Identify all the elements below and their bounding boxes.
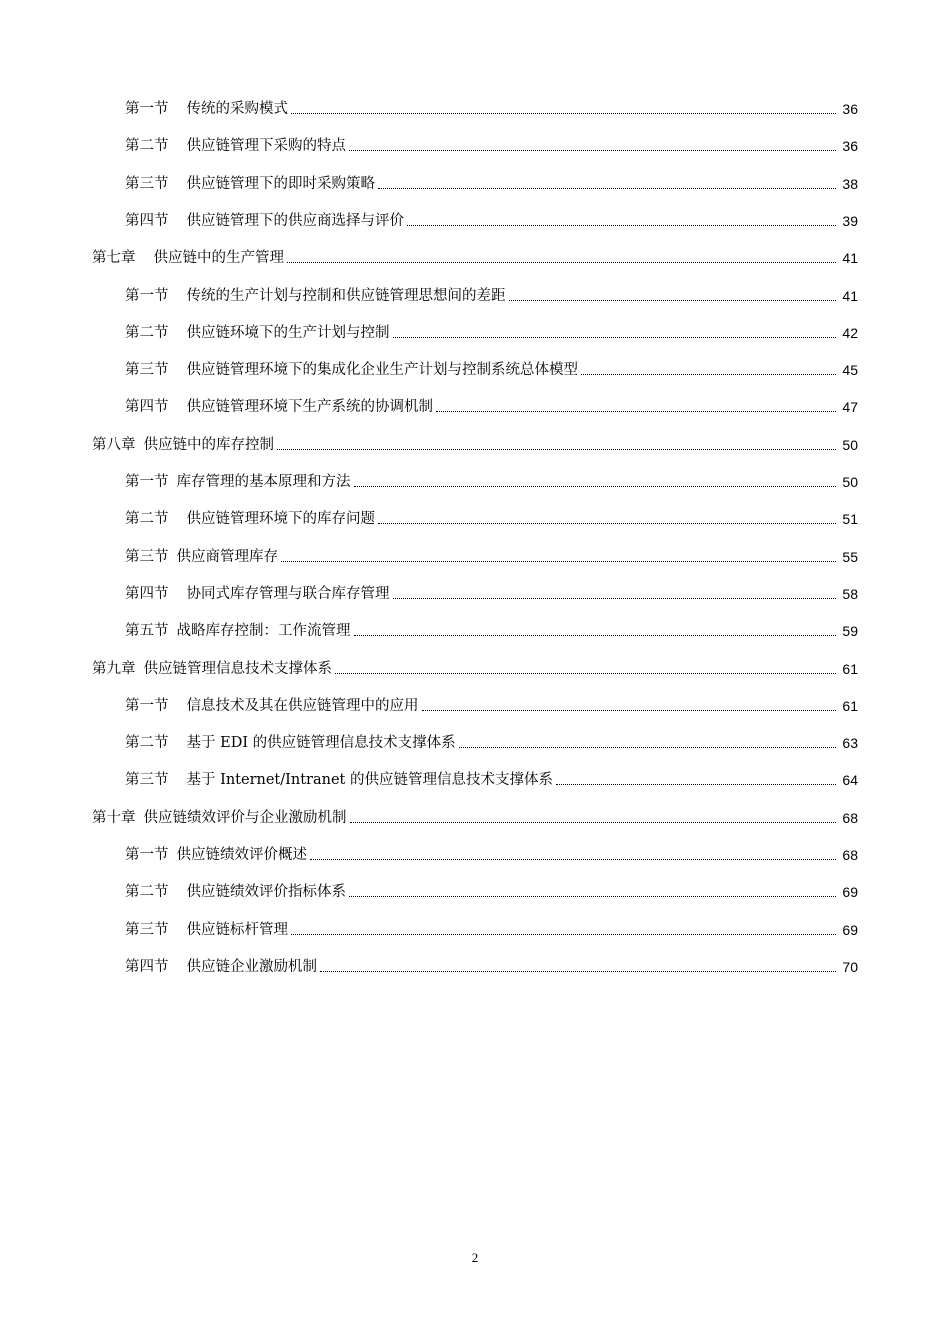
toc-entry-number: 第一节 <box>125 287 169 304</box>
toc-entry-label <box>125 137 349 155</box>
toc-entry-title: 供应链管理环境下的集成化企业生产计划与控制系统总体模型 <box>186 362 578 379</box>
toc-entry-number: 第二节 <box>125 735 169 752</box>
toc-entry-title: 库存管理的基本原理和方法 <box>176 474 351 490</box>
toc-dot-leader <box>287 249 836 267</box>
toc-entry-page: 69 <box>842 884 858 901</box>
toc-entry-label <box>125 324 393 342</box>
toc-entry-page: 59 <box>842 623 858 640</box>
toc-dot-leader <box>459 734 836 752</box>
toc-entry-title: 基于 EDI 的供应链管理信息技术支撑体系 <box>186 735 456 752</box>
toc-entry-number: 第一节 <box>125 697 169 714</box>
toc-entry-number: 第二节 <box>125 884 169 901</box>
toc-entry-title: 供应链绩效评价概述 <box>176 847 307 863</box>
toc-entry-label <box>125 958 320 976</box>
toc-entry-title: 传统的采购模式 <box>186 101 288 117</box>
toc-entry-label <box>125 548 281 566</box>
toc-section-entry[interactable] <box>125 693 858 715</box>
toc-entry-title: 供应链标杆管理 <box>186 921 288 938</box>
toc-section-entry[interactable] <box>125 730 858 752</box>
toc-dot-leader <box>281 548 836 566</box>
toc-entry-label <box>92 660 335 678</box>
toc-entry-number: 第二节 <box>125 138 169 155</box>
toc-section-entry[interactable] <box>125 394 858 416</box>
toc-section-entry[interactable] <box>125 469 858 491</box>
toc-dot-leader <box>378 175 836 193</box>
toc-entry-label <box>125 473 354 491</box>
toc-entry-page: 42 <box>842 324 858 341</box>
toc-entry-page: 51 <box>842 511 858 528</box>
toc-entry-number: 第四节 <box>125 958 169 975</box>
toc-entry-page: 68 <box>842 809 858 826</box>
toc-entry-number: 第七章 <box>92 250 136 267</box>
toc-entry-label <box>125 100 291 118</box>
toc-entry-title: 信息技术及其在供应链管理中的应用 <box>186 697 419 714</box>
toc-entry-label <box>92 809 350 827</box>
toc-entry-number: 第三节 <box>125 921 169 938</box>
toc-entry-page: 64 <box>842 772 858 789</box>
toc-section-entry[interactable] <box>125 171 858 193</box>
toc-dot-leader <box>349 137 836 155</box>
toc-entry-number: 第三节 <box>125 772 169 789</box>
toc-section-entry[interactable] <box>125 954 858 976</box>
toc-dot-leader <box>354 622 837 640</box>
toc-entry-page: 38 <box>842 175 858 192</box>
toc-chapter-entry[interactable] <box>92 656 858 678</box>
toc-entry-title: 供应链管理信息技术支撑体系 <box>143 660 332 677</box>
toc-entry-label <box>125 921 291 939</box>
toc-dot-leader <box>349 883 836 901</box>
toc-dot-leader <box>393 324 837 342</box>
toc-chapter-entry[interactable] <box>92 432 858 454</box>
toc-section-entry[interactable] <box>125 357 858 379</box>
toc-entry-page: 39 <box>842 212 858 229</box>
toc-section-entry[interactable] <box>125 842 858 864</box>
toc-entry-number: 第一节 <box>125 474 169 490</box>
toc-entry-label <box>125 883 349 901</box>
toc-dot-leader <box>581 361 836 379</box>
toc-entry-number: 第三节 <box>125 548 169 565</box>
toc-entry-title: 供应链管理下采购的特点 <box>186 138 346 155</box>
toc-entry-label <box>92 249 287 267</box>
toc-dot-leader <box>509 287 837 305</box>
toc-entry-label <box>92 436 277 454</box>
toc-entry-page: 70 <box>842 958 858 975</box>
toc-dot-leader <box>354 473 837 491</box>
toc-entry-label <box>125 697 422 715</box>
toc-entry-number: 第四节 <box>125 585 169 602</box>
toc-section-entry[interactable] <box>125 283 858 305</box>
toc-entry-number: 第二节 <box>125 511 169 528</box>
toc-entry-label <box>125 398 436 416</box>
toc-entry-page: 69 <box>842 921 858 938</box>
toc-dot-leader <box>422 697 837 715</box>
toc-entry-title: 供应链环境下的生产计划与控制 <box>186 324 390 341</box>
toc-entry-label <box>125 175 378 193</box>
toc-entry-page: 61 <box>842 697 858 714</box>
toc-entry-label <box>125 771 556 789</box>
toc-entry-title: 供应链中的库存控制 <box>143 436 274 453</box>
toc-entry-page: 47 <box>842 399 858 416</box>
toc-entry-title: 供应商管理库存 <box>176 548 278 565</box>
toc-entry-title: 战略库存控制：工作流管理 <box>176 623 351 640</box>
toc-entry-page: 41 <box>842 287 858 304</box>
toc-section-entry[interactable] <box>125 544 858 566</box>
toc-entry-number: 第九章 <box>92 660 136 677</box>
toc-entry-number: 第五节 <box>125 623 169 640</box>
toc-entry-title: 供应链管理环境下生产系统的协调机制 <box>186 399 433 416</box>
toc-entry-number: 第四节 <box>125 212 169 229</box>
toc-chapter-entry[interactable] <box>92 245 858 267</box>
toc-entry-label <box>125 846 310 864</box>
toc-entry-number: 第一节 <box>125 847 169 863</box>
toc-entry-page: 36 <box>842 138 858 155</box>
toc-section-entry[interactable] <box>125 581 858 603</box>
toc-entry-title: 协同式库存管理与联合库存管理 <box>186 585 390 602</box>
toc-entry-title: 供应链绩效评价与企业激励机制 <box>143 809 347 826</box>
toc-entry-title: 供应链管理下的即时采购策略 <box>186 175 375 192</box>
toc-entry-label <box>125 622 354 640</box>
toc-entry-title: 供应链中的生产管理 <box>153 250 284 267</box>
toc-entry-page: 68 <box>842 847 858 863</box>
toc-dot-leader <box>556 771 836 789</box>
toc-entry-label <box>125 734 459 752</box>
toc-entry-label <box>125 510 378 528</box>
toc-entry-title: 供应链绩效评价指标体系 <box>186 884 346 901</box>
toc-entry-number: 第三节 <box>125 362 169 379</box>
toc-entry-page: 36 <box>842 101 858 117</box>
toc-dot-leader <box>407 212 836 230</box>
toc-entry-title: 供应链管理下的供应商选择与评价 <box>186 212 404 229</box>
toc-entry-label <box>125 585 393 603</box>
toc-dot-leader <box>393 585 837 603</box>
toc-dot-leader <box>350 809 837 827</box>
toc-dot-leader <box>277 436 836 454</box>
toc-entry-number: 第二节 <box>125 324 169 341</box>
toc-entry-page: 41 <box>842 250 858 267</box>
toc-entry-label <box>125 287 509 305</box>
page-number: 2 <box>471 1250 479 1265</box>
toc-section-entry[interactable] <box>125 879 858 901</box>
toc-entry-page: 58 <box>842 585 858 602</box>
toc-entry-title: 供应链企业激励机制 <box>186 958 317 975</box>
toc-entry-page: 50 <box>842 474 858 490</box>
toc-section-entry[interactable] <box>125 917 858 939</box>
toc-chapter-entry[interactable] <box>92 805 858 827</box>
toc-dot-leader <box>310 846 836 864</box>
toc-dot-leader <box>291 100 836 118</box>
toc-entry-title: 供应链管理环境下的库存问题 <box>186 511 375 528</box>
toc-entry-page: 63 <box>842 735 858 752</box>
toc-entry-number: 第八章 <box>92 436 136 453</box>
toc-section-entry[interactable] <box>125 96 858 118</box>
toc-entry-title: 传统的生产计划与控制和供应链管理思想间的差距 <box>186 287 506 304</box>
toc-entry-page: 55 <box>842 548 858 565</box>
toc-entry-label <box>125 212 407 230</box>
toc-entry-label <box>125 361 581 379</box>
toc-entry-number: 第十章 <box>92 809 136 826</box>
toc-entry-page: 45 <box>842 362 858 379</box>
toc-section-entry[interactable] <box>125 506 858 528</box>
toc-dot-leader <box>378 510 836 528</box>
toc-entry-number: 第三节 <box>125 175 169 192</box>
toc-entry-number: 第四节 <box>125 399 169 416</box>
toc-entry-title: 基于 Internet/Intranet 的供应链管理信息技术支撑体系 <box>186 772 553 789</box>
toc-dot-leader <box>335 660 836 678</box>
toc-section-entry[interactable] <box>125 320 858 342</box>
toc-section-entry[interactable] <box>125 208 858 230</box>
toc-entry-page: 61 <box>842 660 858 677</box>
toc-dot-leader <box>320 958 836 976</box>
toc-dot-leader <box>291 921 836 939</box>
toc-section-entry[interactable] <box>125 133 858 155</box>
toc-section-entry[interactable] <box>125 618 858 640</box>
toc-dot-leader <box>436 398 836 416</box>
toc-entry-page: 50 <box>842 436 858 453</box>
toc-section-entry[interactable] <box>125 767 858 789</box>
toc-entry-number: 第一节 <box>125 101 169 117</box>
